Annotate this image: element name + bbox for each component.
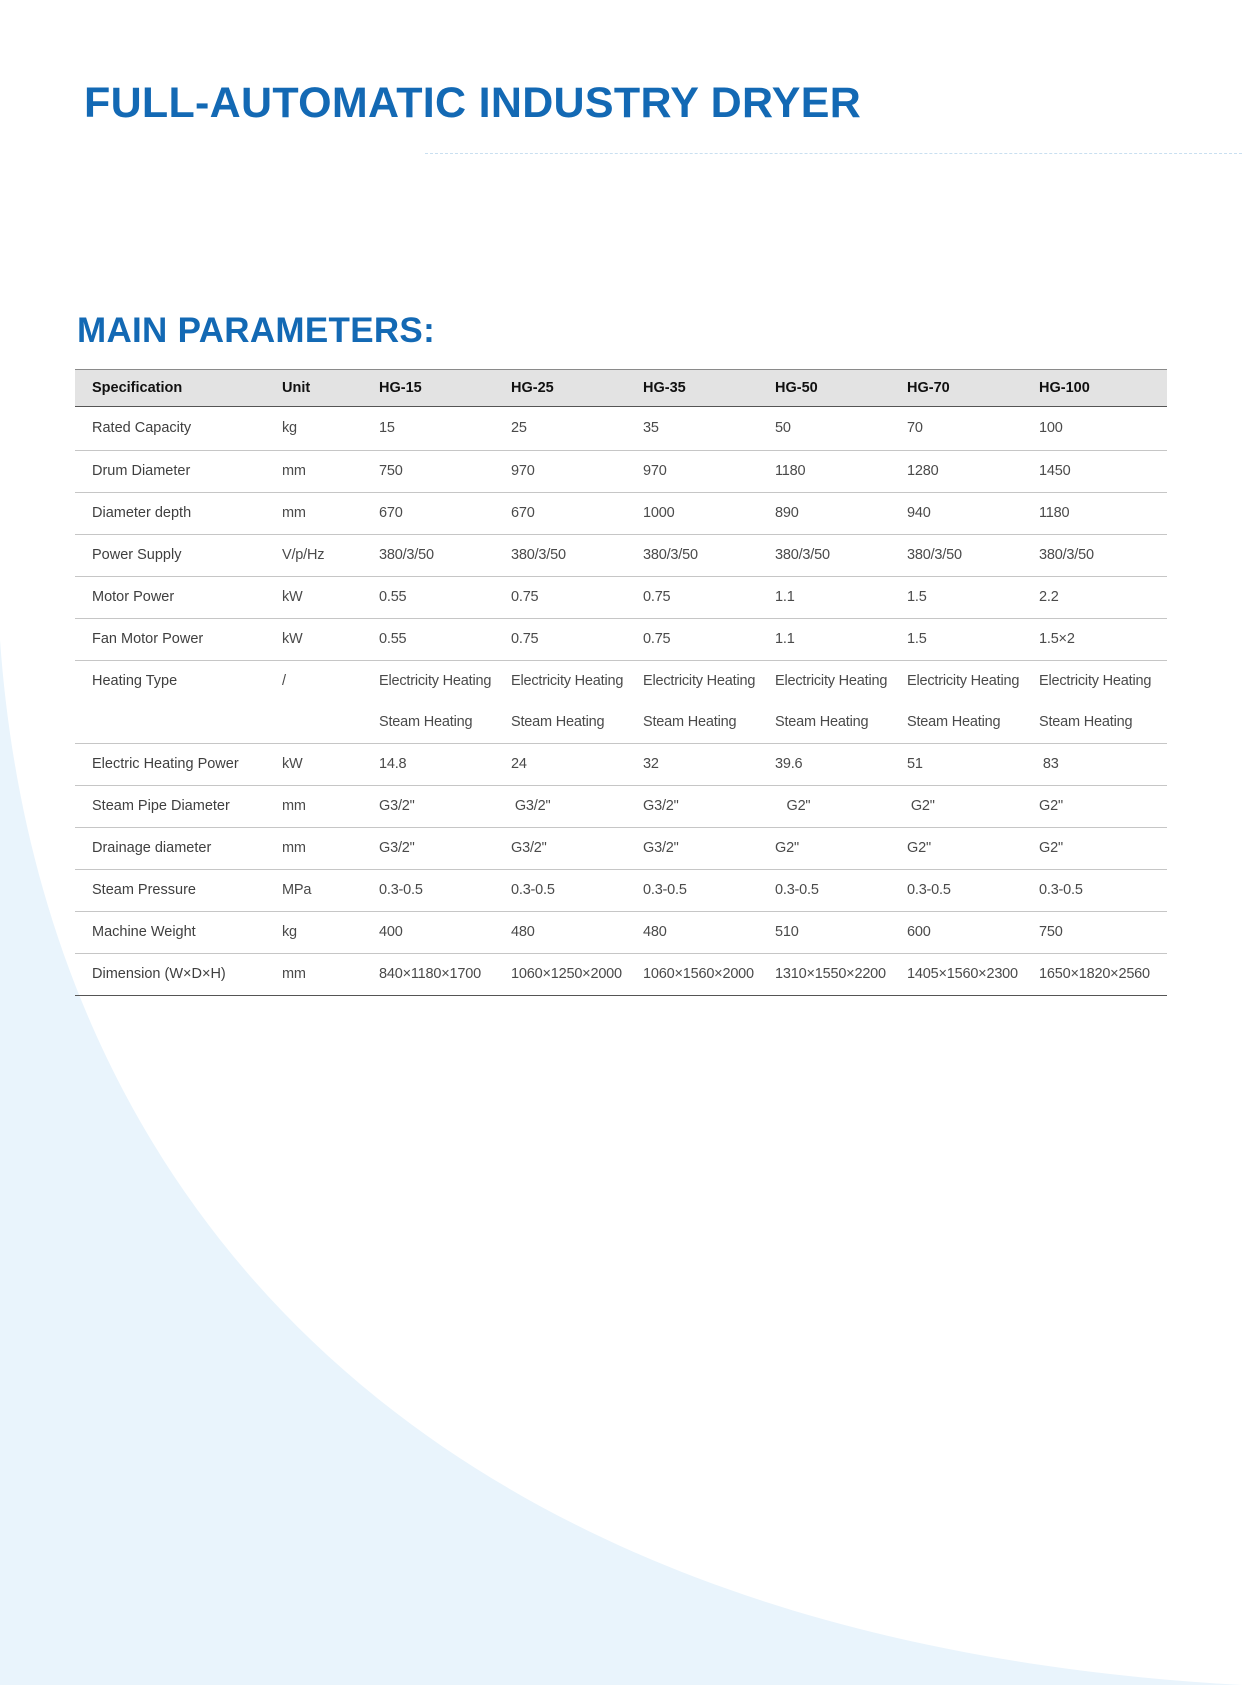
value-text: Electricity Heating: [907, 673, 1020, 689]
value-text: 1.5: [907, 589, 927, 605]
spec-cell: [75, 786, 265, 828]
value-cell: [626, 407, 758, 451]
value-cell: [362, 870, 494, 912]
value-cell: [494, 786, 626, 828]
table-body: [75, 407, 1167, 996]
table-row: [75, 912, 1167, 954]
value-text: G2": [1039, 840, 1063, 856]
value-text: Steam Heating: [907, 714, 1001, 730]
value-cell: [758, 661, 890, 744]
value-cell: [494, 407, 626, 451]
value-cell: [626, 493, 758, 535]
value-text: G3/2": [379, 840, 415, 856]
value-text: G2": [775, 798, 811, 814]
unit-label: mm: [282, 840, 306, 856]
spec-cell: [75, 577, 265, 619]
value-text: G3/2": [643, 840, 679, 856]
table-header-cell: HG-50: [775, 380, 818, 396]
value-text: 380/3/50: [907, 547, 962, 563]
value-text: Steam Heating: [511, 714, 605, 730]
value-cell: [626, 954, 758, 996]
value-text: 1000: [643, 505, 675, 521]
value-text: 1650×1820×2560: [1039, 966, 1150, 982]
value-cell: [890, 535, 1022, 577]
value-text: 750: [1039, 924, 1063, 940]
value-cell: [626, 619, 758, 661]
value-text: 480: [643, 924, 667, 940]
value-cell: [494, 451, 626, 493]
value-cell: [758, 451, 890, 493]
value-cell: [494, 912, 626, 954]
unit-cell: [265, 870, 362, 912]
value-cell: [758, 954, 890, 996]
value-text: 1.5×2: [1039, 631, 1075, 647]
value-text: 940: [907, 505, 931, 521]
value-cell: [890, 870, 1022, 912]
value-cell: [626, 451, 758, 493]
value-text: 1180: [1039, 505, 1070, 521]
spec-cell: [75, 535, 265, 577]
unit-label: kW: [282, 631, 303, 647]
value-text: G2": [1039, 798, 1063, 814]
value-cell: [1022, 912, 1167, 954]
unit-cell: [265, 744, 362, 786]
value-text: Steam Heating: [1039, 714, 1133, 730]
value-text: 1.1: [775, 631, 795, 647]
table-row: [75, 744, 1167, 786]
value-cell: [362, 451, 494, 493]
unit-cell: [265, 407, 362, 451]
table-header-cell: Specification: [92, 380, 183, 396]
value-text: Electricity Heating: [643, 673, 756, 689]
value-cell: [362, 912, 494, 954]
value-text: 1180: [775, 463, 806, 479]
value-text: 0.3-0.5: [907, 882, 951, 898]
spec-label: Heating Type: [92, 673, 178, 689]
value-cell: [1022, 744, 1167, 786]
value-text: 1450: [1039, 463, 1071, 479]
value-text: 100: [1039, 420, 1063, 436]
value-text: Electricity Heating: [775, 673, 888, 689]
value-text: 32: [643, 756, 659, 772]
table-row: [75, 577, 1167, 619]
spec-cell: [75, 407, 265, 451]
value-cell: [1022, 535, 1167, 577]
value-cell: [362, 786, 494, 828]
spec-label: Diameter depth: [92, 505, 192, 521]
value-cell: [890, 407, 1022, 451]
spec-label: Drainage diameter: [92, 840, 212, 856]
value-text: G2": [907, 840, 931, 856]
value-cell: [494, 744, 626, 786]
value-cell: [494, 619, 626, 661]
spec-cell: [75, 661, 265, 744]
value-text: 380/3/50: [643, 547, 698, 563]
value-cell: [362, 619, 494, 661]
value-text: 0.3-0.5: [775, 882, 819, 898]
value-cell: [758, 744, 890, 786]
spec-cell: [75, 954, 265, 996]
value-cell: [626, 577, 758, 619]
value-cell: [362, 493, 494, 535]
value-cell: [494, 661, 626, 744]
value-cell: [1022, 451, 1167, 493]
value-text: 380/3/50: [379, 547, 434, 563]
table-header-cell: Unit: [282, 380, 311, 396]
value-text: Steam Heating: [775, 714, 869, 730]
value-cell: [626, 744, 758, 786]
value-text: 510: [775, 924, 799, 940]
value-text: 1060×1250×2000: [511, 966, 622, 982]
value-text: 380/3/50: [775, 547, 830, 563]
value-cell: [362, 661, 494, 744]
value-text: Electricity Heating: [379, 673, 492, 689]
value-text: 35: [643, 420, 659, 436]
value-text: 39.6: [775, 756, 803, 772]
table-row: [75, 619, 1167, 661]
spec-cell: [75, 870, 265, 912]
value-text: 0.55: [379, 589, 407, 605]
value-text: 0.3-0.5: [1039, 882, 1083, 898]
value-cell: [626, 535, 758, 577]
value-cell: [494, 535, 626, 577]
value-cell: [758, 407, 890, 451]
unit-label: kW: [282, 589, 303, 605]
value-text: 970: [511, 463, 535, 479]
unit-label: V/p/Hz: [282, 547, 325, 563]
value-text: 1310×1550×2200: [775, 966, 886, 982]
table-row: [75, 451, 1167, 493]
value-cell: [890, 619, 1022, 661]
value-text: 1060×1560×2000: [643, 966, 754, 982]
value-text: 0.3-0.5: [511, 882, 555, 898]
value-cell: [890, 744, 1022, 786]
value-text: 600: [907, 924, 931, 940]
value-cell: [890, 912, 1022, 954]
value-cell: [362, 954, 494, 996]
value-cell: [758, 870, 890, 912]
value-cell: [758, 577, 890, 619]
value-text: 480: [511, 924, 535, 940]
value-cell: [1022, 577, 1167, 619]
table-header-cell: HG-15: [379, 380, 422, 396]
value-cell: [890, 493, 1022, 535]
value-cell: [758, 828, 890, 870]
value-cell: [890, 451, 1022, 493]
unit-cell: [265, 535, 362, 577]
value-cell: [1022, 870, 1167, 912]
value-text: 750: [379, 463, 403, 479]
unit-label: MPa: [282, 882, 312, 898]
unit-cell: [265, 912, 362, 954]
value-text: 400: [379, 924, 403, 940]
value-text: G3/2": [643, 798, 679, 814]
spec-cell: [75, 912, 265, 954]
value-cell: [362, 535, 494, 577]
value-cell: [1022, 619, 1167, 661]
spec-label: Fan Motor Power: [92, 631, 204, 647]
table-header-cell: HG-70: [907, 380, 950, 396]
parameters-table: [75, 369, 1167, 996]
value-text: 380/3/50: [1039, 547, 1094, 563]
value-cell: [1022, 828, 1167, 870]
value-text: 14.8: [379, 756, 407, 772]
value-cell: [362, 407, 494, 451]
spec-cell: [75, 744, 265, 786]
unit-label: mm: [282, 463, 306, 479]
value-text: 670: [379, 505, 403, 521]
value-cell: [758, 786, 890, 828]
value-text: 890: [775, 505, 799, 521]
value-text: 0.75: [643, 589, 671, 605]
value-text: 1280: [907, 463, 939, 479]
value-cell: [626, 786, 758, 828]
table-row: [75, 407, 1167, 451]
value-cell: [890, 661, 1022, 744]
value-cell: [362, 828, 494, 870]
spec-label: Dimension (W×D×H): [92, 966, 226, 982]
unit-cell: [265, 786, 362, 828]
value-cell: [626, 661, 758, 744]
value-cell: [626, 828, 758, 870]
value-cell: [758, 493, 890, 535]
value-text: 0.75: [511, 631, 539, 647]
title-dashed-divider: [425, 153, 1242, 154]
value-text: 15: [379, 420, 395, 436]
value-text: 2.2: [1039, 589, 1059, 605]
unit-cell: [265, 451, 362, 493]
table-row: [75, 954, 1167, 996]
value-cell: [1022, 407, 1167, 451]
value-text: Electricity Heating: [511, 673, 624, 689]
unit-cell: [265, 577, 362, 619]
value-cell: [494, 954, 626, 996]
value-text: Electricity Heating: [1039, 673, 1152, 689]
spec-label: Rated Capacity: [92, 420, 192, 436]
value-cell: [494, 828, 626, 870]
value-text: 1405×1560×2300: [907, 966, 1018, 982]
value-text: 840×1180×1700: [379, 966, 481, 982]
section-heading-main-parameters: MAIN PARAMETERS:: [77, 311, 436, 350]
table-row: [75, 828, 1167, 870]
value-text: 0.3-0.5: [379, 882, 423, 898]
value-cell: [758, 619, 890, 661]
value-cell: [362, 577, 494, 619]
table-header-cell: HG-25: [511, 380, 554, 396]
unit-cell: [265, 619, 362, 661]
value-cell: [890, 954, 1022, 996]
value-text: G3/2": [511, 798, 551, 814]
page-title: FULL-AUTOMATIC INDUSTRY DRYER: [84, 79, 862, 127]
unit-label: mm: [282, 966, 306, 982]
unit-label: kg: [282, 420, 297, 436]
table-row: [75, 786, 1167, 828]
value-text: 70: [907, 420, 923, 436]
table-header-cell: HG-100: [1039, 380, 1090, 396]
value-cell: [626, 870, 758, 912]
value-cell: [890, 577, 1022, 619]
value-text: 51: [907, 756, 923, 772]
value-text: 0.75: [643, 631, 671, 647]
unit-cell: [265, 661, 362, 744]
spec-cell: [75, 828, 265, 870]
unit-label: kg: [282, 924, 297, 940]
table-row: [75, 870, 1167, 912]
value-text: 1.5: [907, 631, 927, 647]
value-text: 670: [511, 505, 535, 521]
spec-cell: [75, 493, 265, 535]
table-header-cell: HG-35: [643, 380, 686, 396]
unit-label: /: [282, 673, 286, 689]
value-text: 0.55: [379, 631, 407, 647]
value-cell: [1022, 786, 1167, 828]
spec-label: Steam Pressure: [92, 882, 196, 898]
spec-label: Power Supply: [92, 547, 182, 563]
value-text: 25: [511, 420, 527, 436]
value-cell: [1022, 493, 1167, 535]
table-row: [75, 493, 1167, 535]
table-row: [75, 535, 1167, 577]
unit-label: mm: [282, 798, 306, 814]
spec-label: Electric Heating Power: [92, 756, 239, 772]
spec-label: Drum Diameter: [92, 463, 191, 479]
unit-label: mm: [282, 505, 306, 521]
value-text: G2": [775, 840, 799, 856]
value-text: G2": [907, 798, 935, 814]
value-text: 83: [1039, 756, 1059, 772]
unit-cell: [265, 493, 362, 535]
value-cell: [362, 744, 494, 786]
value-text: 50: [775, 420, 791, 436]
value-text: 1.1: [775, 589, 795, 605]
value-text: Steam Heating: [643, 714, 737, 730]
table-row: [75, 661, 1167, 744]
spec-cell: [75, 619, 265, 661]
value-text: 24: [511, 756, 527, 772]
value-cell: [626, 912, 758, 954]
unit-cell: [265, 954, 362, 996]
spec-label: Machine Weight: [92, 924, 196, 940]
value-text: G3/2": [379, 798, 415, 814]
value-cell: [890, 828, 1022, 870]
value-cell: [494, 577, 626, 619]
value-cell: [758, 535, 890, 577]
table-header-row: [75, 370, 1167, 407]
value-text: 380/3/50: [511, 547, 566, 563]
spec-label: Steam Pipe Diameter: [92, 798, 230, 814]
spec-label: Motor Power: [92, 589, 175, 605]
value-text: G3/2": [511, 840, 547, 856]
value-text: 0.3-0.5: [643, 882, 687, 898]
unit-cell: [265, 828, 362, 870]
value-cell: [758, 912, 890, 954]
value-text: 0.75: [511, 589, 539, 605]
value-cell: [1022, 954, 1167, 996]
value-text: Steam Heating: [379, 714, 473, 730]
value-cell: [1022, 661, 1167, 744]
value-text: 970: [643, 463, 667, 479]
unit-label: kW: [282, 756, 303, 772]
table-header: [75, 370, 1167, 407]
value-cell: [494, 870, 626, 912]
spec-cell: [75, 451, 265, 493]
value-cell: [494, 493, 626, 535]
value-cell: [890, 786, 1022, 828]
